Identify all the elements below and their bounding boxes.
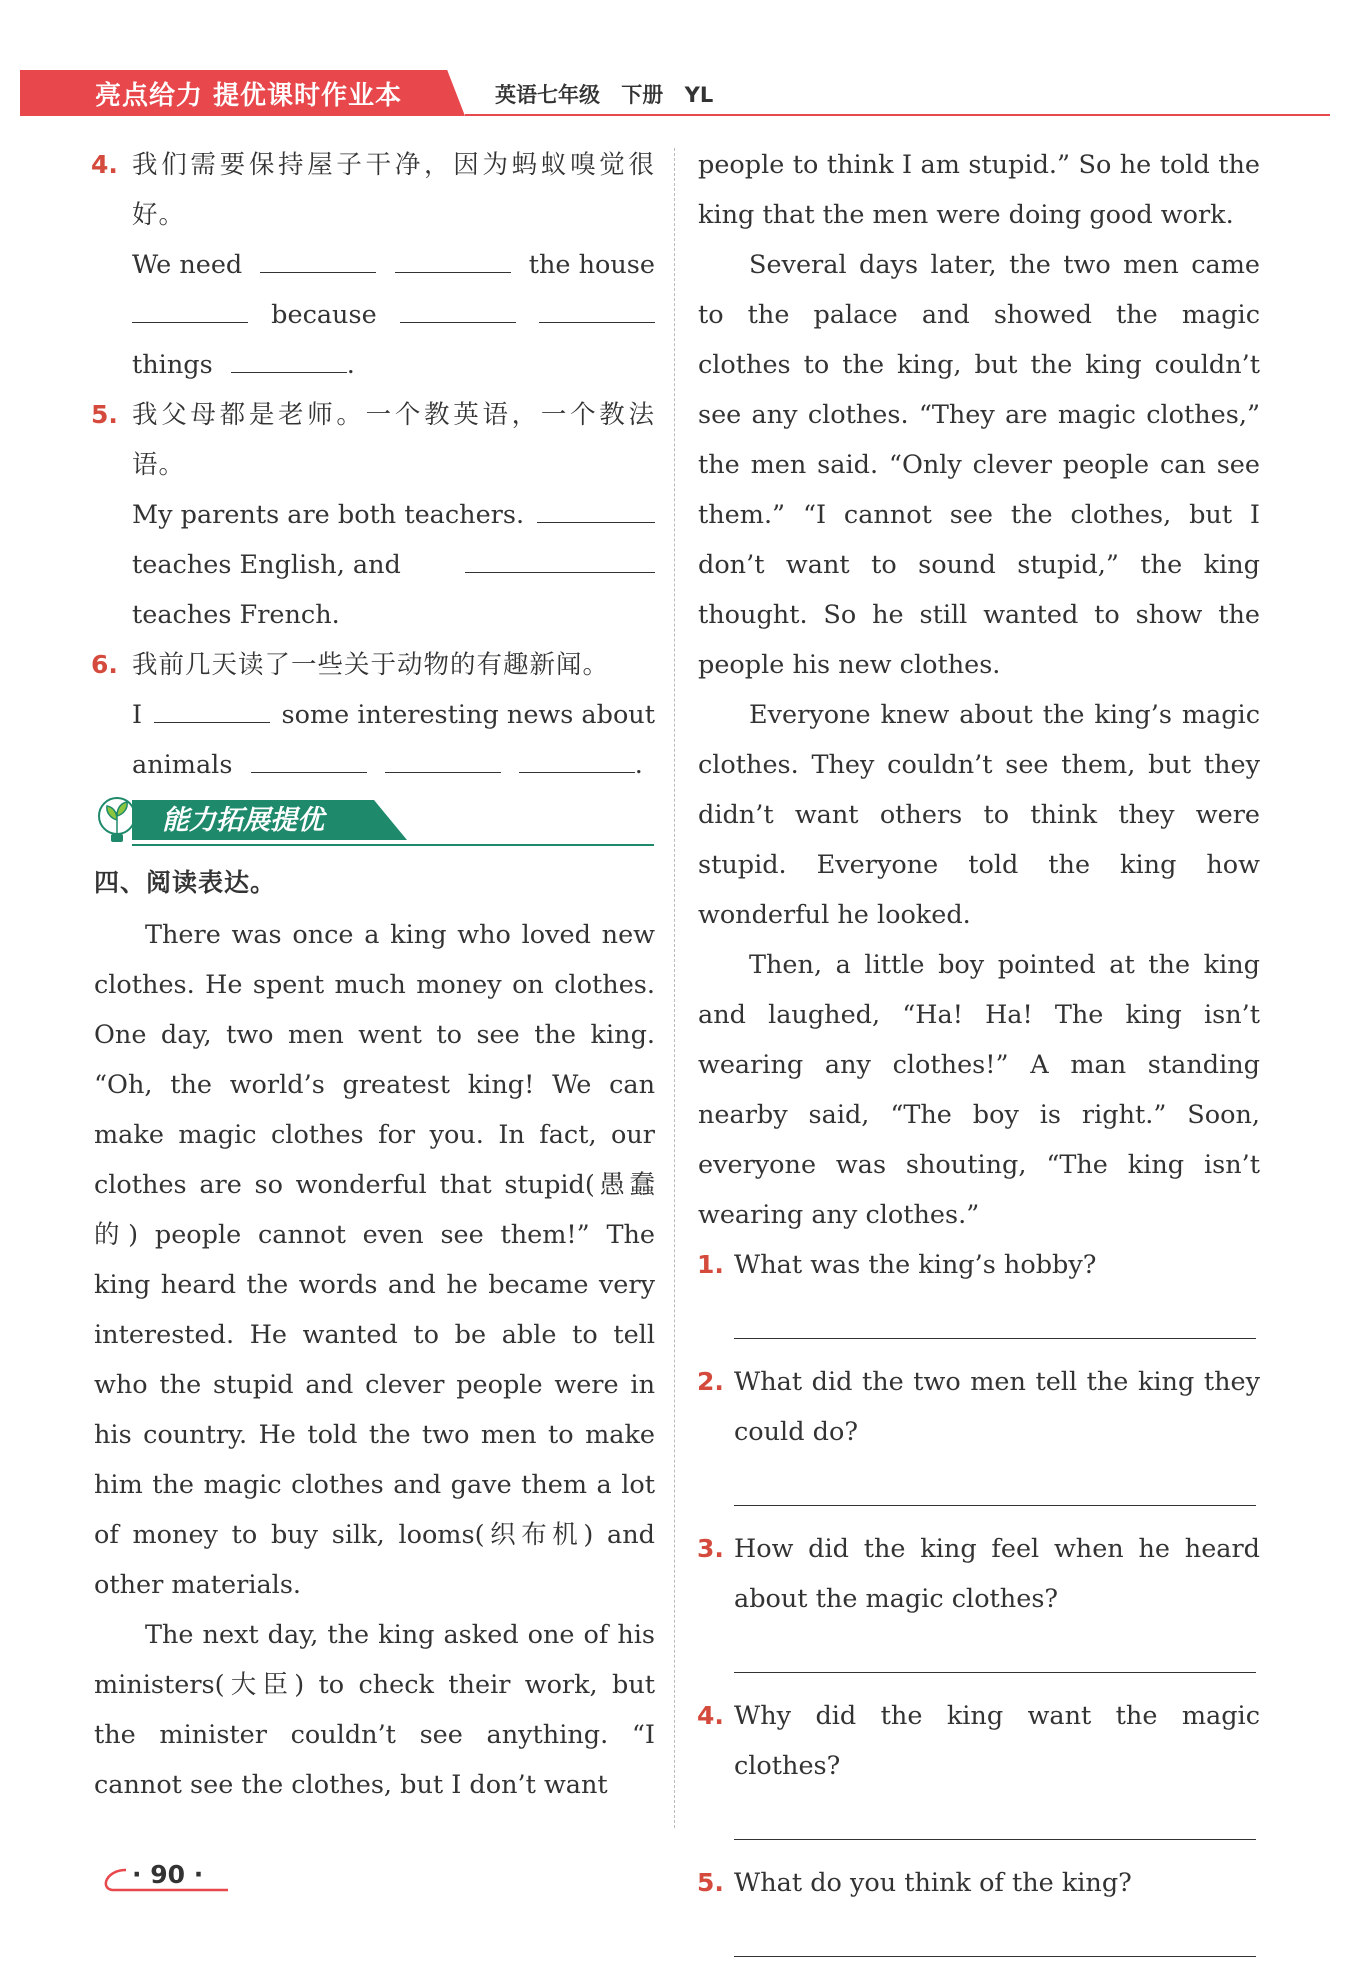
answer-blank[interactable] — [395, 242, 511, 273]
answer-blank[interactable] — [400, 292, 516, 323]
answer-line[interactable] — [734, 1908, 1256, 1957]
header-subtitle: 英语七年级 下册 YL — [495, 83, 714, 107]
passage-paragraph: Several days later, the two men came to the palace and showed the magic clothes to the king, but the king couldn’t see any clothes. “They are magic clothes,” the men said. “Only clever people can see them.” “I cannot see the clothes, but I don’t want to sound stupid,” the king thought. So he still wanted to show the people his new clothes. — [698, 250, 1260, 680]
english-fill-in — [92, 490, 655, 640]
english-fill-in — [92, 240, 655, 390]
chinese-sentence: 我前几天读了一些关于动物的有趣新闻。 — [132, 650, 610, 680]
sentence-end: . — [346, 350, 355, 380]
reading-question-5 — [698, 1858, 1260, 1957]
page-number: · 90 · — [132, 1860, 204, 1889]
passage-paragraph: There was once a king who loved new clothes. He spent much money on clothes. One day, two men went to see the king. “Oh, the world’s greatest king! We can make magic clothes for you. In fact, our clothes are so wonderful that stupid(愚蠢的) people cannot even see them!” The king heard the words and he became very interested. He wanted to be able to tell who the stupid and clever people were in his country. He told the two men to make him the magic clothes and gave them a lot of money to buy silk, looms(织布机) and other materials. — [94, 920, 655, 1600]
question-text: What was the king’s hobby? — [734, 1250, 1097, 1280]
answer-blank[interactable] — [260, 242, 376, 273]
passage-paragraph: The next day, the king asked one of his ministers(大臣) to check their work, but the minister couldn’t see anything. “I cannot see the clothes, but I don’t want — [94, 1620, 655, 1800]
answer-line[interactable] — [734, 1290, 1256, 1339]
question-text: What did the two men tell the king they could do? — [734, 1367, 1260, 1447]
sentence-text: because — [271, 300, 377, 330]
sentence-text: animals — [132, 750, 233, 780]
answer-blank[interactable] — [132, 292, 248, 323]
passage-paragraph: Everyone knew about the king’s magic clothes. They couldn’t see them, but they didn’t want others to think they were stupid. Everyone told the king how wonderful he looked. — [698, 700, 1260, 930]
answer-blank[interactable] — [537, 492, 655, 523]
answer-blank[interactable] — [154, 692, 270, 723]
page-header — [20, 70, 1330, 116]
sentence-text: teaches English, and — [132, 550, 401, 580]
column-divider — [674, 148, 675, 1828]
section-banner — [92, 794, 655, 850]
answer-blank[interactable] — [231, 342, 347, 373]
question-number: 5. — [91, 400, 118, 429]
answer-blank[interactable] — [251, 742, 367, 773]
question-number: 4. — [697, 1701, 724, 1730]
answer-blank[interactable] — [465, 542, 655, 573]
sentence-text: some interesting news about — [281, 700, 655, 730]
passage-paragraph: people to think I am stupid.” So he told the king that the men were doing good work. — [698, 150, 1260, 230]
header-rule — [465, 114, 1330, 116]
sentence-end: . — [634, 750, 643, 780]
chinese-sentence: 我父母都是老师。一个教英语，一个教法语。 — [132, 400, 655, 480]
question-number: 2. — [697, 1367, 724, 1396]
translation-question-4 — [92, 140, 655, 390]
left-column — [92, 140, 655, 1810]
sentence-text: teaches French. — [132, 600, 340, 630]
question-number: 6. — [91, 650, 118, 679]
question-number: 3. — [697, 1534, 724, 1563]
banner-label: 能力拓展提优 — [162, 805, 324, 836]
reading-question-4 — [698, 1691, 1260, 1840]
sentence-text: things — [132, 350, 213, 380]
translation-question-6 — [92, 640, 655, 790]
english-fill-in — [92, 690, 655, 790]
sentence-text: We need — [132, 250, 243, 280]
answer-blank[interactable] — [539, 292, 655, 323]
question-text: Why did the king want the magic clothes? — [734, 1701, 1260, 1781]
answer-line[interactable] — [734, 1624, 1256, 1673]
question-number: 4. — [91, 150, 118, 179]
question-text: What do you think of the king? — [734, 1868, 1132, 1898]
answer-line[interactable] — [734, 1791, 1256, 1840]
chinese-sentence: 我们需要保持屋子干净，因为蚂蚁嗅觉很好。 — [132, 150, 655, 230]
sentence-text: the house — [528, 250, 655, 280]
reading-question-1 — [698, 1240, 1260, 1339]
answer-line[interactable] — [734, 1457, 1256, 1506]
banner-rule — [132, 844, 654, 846]
question-number: 5. — [697, 1868, 724, 1897]
reading-question-2 — [698, 1357, 1260, 1506]
right-column — [698, 140, 1260, 1975]
answer-blank[interactable] — [385, 742, 501, 773]
header-title: 亮点给力 提优课时作业本 — [95, 81, 403, 111]
sentence-text: My parents are both teachers. — [132, 500, 525, 530]
answer-blank[interactable] — [519, 742, 635, 773]
question-text: How did the king feel when he heard about the magic clothes? — [734, 1534, 1260, 1614]
reading-question-3 — [698, 1524, 1260, 1673]
section-title: 四、阅读表达。 — [94, 868, 277, 897]
question-number: 1. — [697, 1250, 724, 1279]
passage-paragraph: Then, a little boy pointed at the king and laughed, “Ha! Ha! The king isn’t wearing any clothes!” A man standing nearby said, “The boy is right.” Soon, everyone was shouting, “The king isn’t wearing any clothes.” — [698, 950, 1260, 1230]
translation-question-5 — [92, 390, 655, 640]
sentence-text: I — [132, 700, 143, 730]
